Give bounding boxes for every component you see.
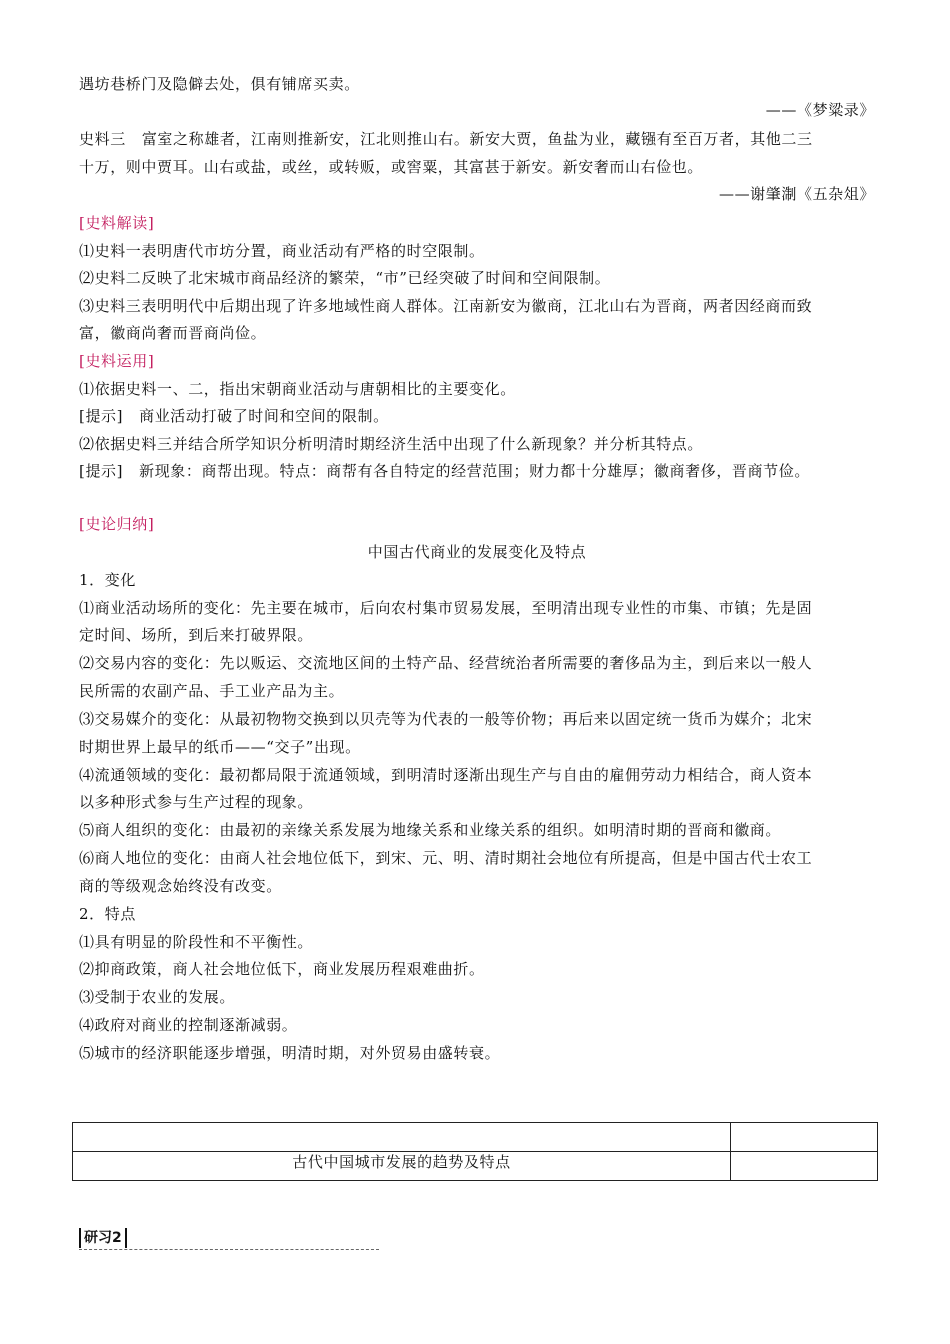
text-line: ⑵抑商政策，商人社会地位低下，商业发展历程艰难曲折。 xyxy=(79,960,485,978)
hint-label: [提示] xyxy=(79,407,124,425)
text-line: 商的等级观念始终没有改变。 xyxy=(79,877,282,895)
subheading: 2．特点 xyxy=(79,905,136,923)
hint-line xyxy=(79,460,875,482)
source-citation: ——《梦粱录》 xyxy=(765,101,875,119)
summary-title: 中国古代商业的发展变化及特点 xyxy=(367,543,587,561)
text-line: ⑶交易媒介的变化：从最初物物交换到以贝壳等为代表的一般等价物；再后来以固定统一货币为媒介；北宋 xyxy=(79,710,813,728)
section-heading-interpret: [史料解读] xyxy=(79,214,155,232)
table-title-cell: 古代中国城市发展的趋势及特点 xyxy=(73,1152,731,1181)
table-cell xyxy=(731,1152,878,1181)
hint-label: [提示] xyxy=(79,462,124,480)
source-citation: ——谢肇淛《五杂俎》 xyxy=(718,185,875,203)
table-row xyxy=(73,1123,878,1152)
table-cell xyxy=(731,1123,878,1152)
study-label: 研习2 xyxy=(79,1228,127,1248)
topic-table xyxy=(72,1122,878,1181)
text-line: 民所需的农副产品、手工业产品为主。 xyxy=(79,682,345,700)
hint-text: 新现象：商帮出现。特点：商帮有各自特定的经营范围；财力都十分雄厚；徽商奢侈，晋商节俭。 xyxy=(139,462,810,480)
section-heading-apply: [史料运用] xyxy=(79,352,155,370)
subheading: 1．变化 xyxy=(79,571,136,589)
text-line: ⑴具有明显的阶段性和不平衡性。 xyxy=(79,933,314,951)
text-line: ⑸商人组织的变化：由最初的亲缘关系发展为地缘关系和业缘关系的组织。如明清时期的晋商和徽商。 xyxy=(79,821,782,839)
text-line: ⑶受制于农业的发展。 xyxy=(79,988,236,1006)
text-line: ⑴商业活动场所的变化：先主要在城市，后向农村集市贸易发展，至明清出现专业性的市集、市镇；先是固 xyxy=(79,599,813,617)
text-line: 以多种形式参与生产过程的现象。 xyxy=(79,793,314,811)
table-row xyxy=(73,1152,878,1181)
text-line: ⑵交易内容的变化：先以贩运、交流地区间的土特产品、经营统治者所需要的奢侈品为主，到后来以一般人 xyxy=(79,654,813,672)
text-line: 定时间、场所，到后来打破界限。 xyxy=(79,626,314,644)
table-cell xyxy=(73,1123,731,1152)
source-three-line xyxy=(79,128,875,150)
source-three-label: 史料三 xyxy=(79,130,126,148)
text-line: ⑸城市的经济职能逐步增强，明清时期，对外贸易由盛转衰。 xyxy=(79,1044,501,1062)
question-line: ⑴依据史料一、二，指出宋朝商业活动与唐朝相比的主要变化。 xyxy=(79,380,516,398)
dashed-divider xyxy=(79,1249,379,1250)
hint-line xyxy=(79,405,875,427)
text-line: ⑷政府对商业的控制逐渐减弱。 xyxy=(79,1016,298,1034)
section-heading-summary: [史论归纳] xyxy=(79,515,155,533)
question-line: ⑵依据史料三并结合所学知识分析明清时期经济生活中出现了什么新现象？并分析其特点。 xyxy=(79,435,704,453)
text-line: 富室之称雄者，江南则推新安，江北则推山右。新安大贾，鱼盐为业，藏镪有至百万者，其他二三 xyxy=(141,130,813,148)
text-line: 富，徽商尚奢而晋商尚俭。 xyxy=(79,324,267,342)
hint-text: 商业活动打破了时间和空间的限制。 xyxy=(139,407,389,425)
text-line: 时期世界上最早的纸币——“交子”出现。 xyxy=(79,738,361,756)
text-line: ⑴史料一表明唐代市坊分置，商业活动有严格的时空限制。 xyxy=(79,242,485,260)
text-line: 十万，则中贾耳。山右或盐，或丝，或转贩，或窖粟，其富甚于新安。新安奢而山右俭也。 xyxy=(79,158,704,176)
text-line: ⑹商人地位的变化：由商人社会地位低下，到宋、元、明、清时期社会地位有所提高，但是中国古代士农工 xyxy=(79,849,813,867)
text-line: ⑵史料二反映了北宋城市商品经济的繁荣，“市”已经突破了时间和空间限制。 xyxy=(79,269,611,287)
text-line: 遇坊巷桥门及隐僻去处，俱有铺席买卖。 xyxy=(79,75,360,93)
text-line: ⑷流通领域的变化：最初都局限于流通领域，到明清时逐渐出现生产与自由的雇佣劳动力相结合，商人资本 xyxy=(79,766,813,784)
text-line: ⑶史料三表明明代中后期出现了许多地域性商人群体。江南新安为徽商，江北山右为晋商，两者因经商而致 xyxy=(79,297,813,315)
